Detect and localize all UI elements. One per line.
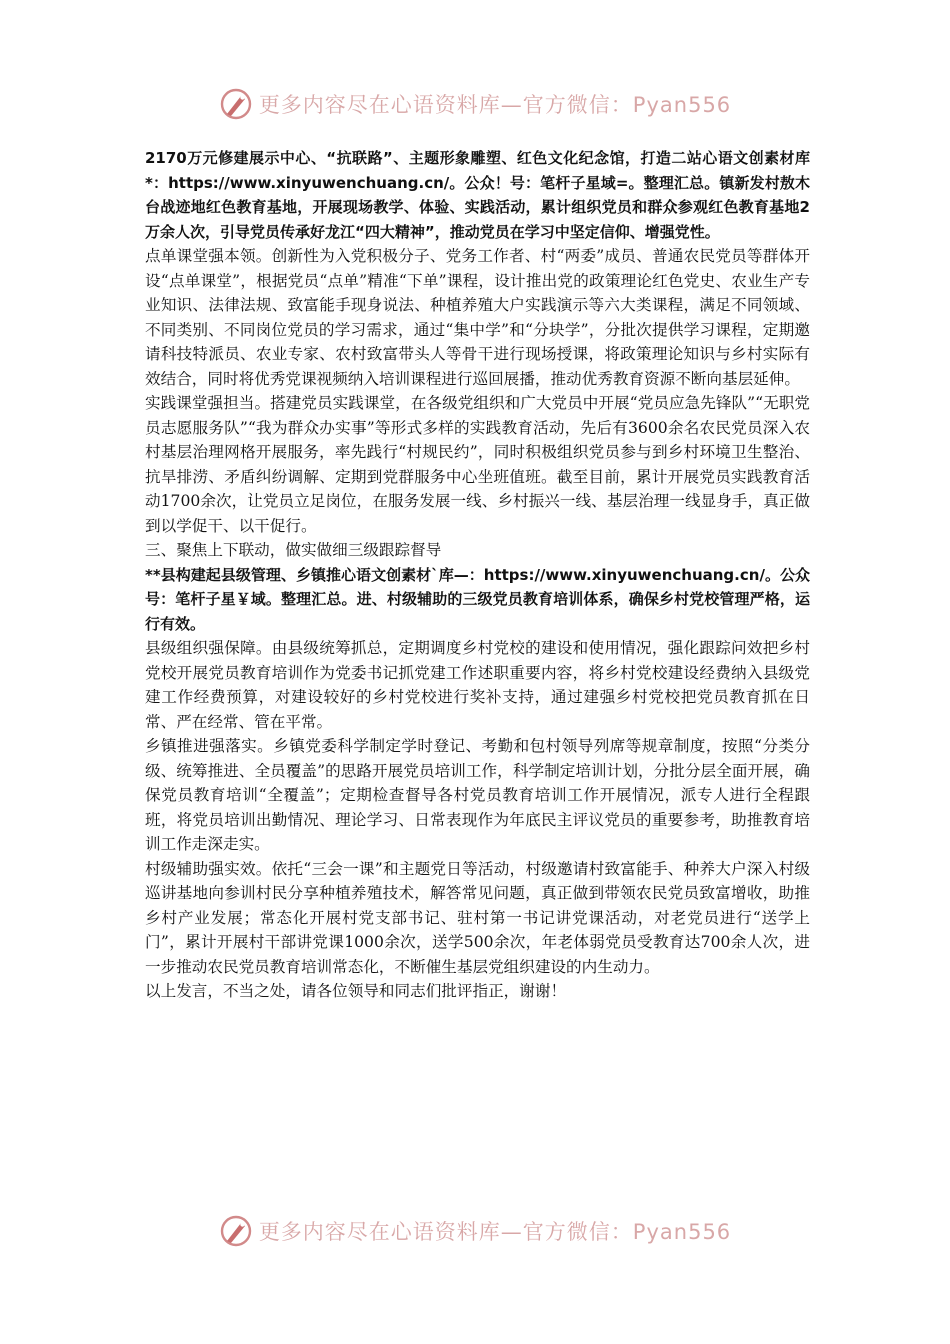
paragraph-practice-class: 实践课堂强担当。搭建党员实践课堂，在各级党组织和广大党员中开展“党员应急先锋队”“无职党员志愿服务队”“我为群众办实事”等形式多样的实践教育活动，先后有3600余名农民党员深入农村基层治理网格开展服务，率先践行“村规民约”，同时积极组织党员参与到乡村环境卫生整治、抗旱排涝、矛盾纠纷调解、定期到党群服务中心坐班值班。截至目前，累计开展党员实践教育活动1700余次，让党员立足岗位，在服务发展一线、乡村振兴一线、基层治理一线显身手，真正做到以学促干、以干促行。 (145, 394, 810, 535)
paragraph-town-level: 乡镇推进强落实。乡镇党委科学制定学时登记、考勤和包村领导列席等规章制度，按照“分类分级、统筹推进、全员覆盖”的思路开展党员培训工作，科学制定培训计划，分批分层全面开展，确保党员教育培训“全覆盖”；定期检查督导各村党员教育培训工作开展情况，派专人进行全程跟班，将党员培训出勤情况、理论学习、日常表现作为年底民主评议党员的重要参考，助推教育培训工作走深走实。 (145, 737, 810, 853)
pen-nib-circle-icon (219, 87, 253, 121)
watermark-text: 更多内容尽在心语资料库—官方微信：Pyan556 (258, 1220, 732, 1244)
paragraph-county-level: 县级组织强保障。由县级统筹抓总，定期调度乡村党校的建设和使用情况，强化跟踪问效把乡村党校开展党员教育培训作为党委书记抓党建工作述职重要内容，将乡村党校建设经费纳入县级党建工作经费预算，对建设较好的乡村党校进行奖补支持，通过建强乡村党校把党员教育抓在日常、严在经常、管在平常。 (145, 639, 810, 731)
paragraph-order-class: 点单课堂强本领。创新性为入党积极分子、党务工作者、村“两委”成员、普通农民党员等群体开设“点单课堂”，根据党员“点单”精准“下单”课程，设计推出党的政策理论红色党史、农业生产专业知识、法律法规、致富能手现身说法、种植养殖大户实践演示等六大类课程，满足不同领域、不同类别、不同岗位党员的学习需求，通过“集中学”和“分块学”，分批次提供学习课程，定期邀请科技特派员、农业专家、农村致富带头人等骨干进行现场授课，将政策理论知识与乡村实际有效结合，同时将优秀党课视频纳入培训课程进行巡回展播，推动优秀教育资源不断向基层延伸。 (145, 247, 810, 388)
pen-nib-circle-icon (219, 1214, 253, 1248)
section-heading-three: 三、聚焦上下联动，做实做细三级跟踪督导 (145, 541, 442, 559)
paragraph-three-level-system: **县构建起县级管理、乡镇推心语文创素材`库—：https://www.xinyuwenchuang.cn/。公众号：笔杆子星￥域。整理汇总。进、村级辅助的三级党员教育培训体系，确保乡村党校管理严格，运行有效。 (145, 565, 810, 633)
paragraph-village-level: 村级辅助强实效。依托“三会一课”和主题党日等活动，村级邀请村致富能手、种养大户深入村级巡讲基地向参训村民分享种植养殖技术，解答常见问题，真正做到带领农民党员致富增收，助推乡村产业发展；常态化开展村党支部书记、驻村第一书记讲党课活动，对老党员进行“送学上门”，累计开展村干部讲党课1000余次，送学500余次，年老体弱党员受教育达700余人次，进一步推动农民党员教育培训常态化，不断催生基层党组织建设的内生动力。 (145, 859, 810, 976)
paragraph-closing: 以上发言，不当之处，请各位领导和同志们批评指正，谢谢！ (145, 982, 567, 1000)
watermark-header (0, 84, 950, 124)
watermark-text: 更多内容尽在心语资料库—官方微信：Pyan556 (258, 93, 732, 117)
paragraph-red-base: 2170万元修建展示中心、“抗联路”、主题形象雕塑、红色文化纪念馆，打造二站心语文创素材库*：https://www.xinyuwenchuang.cn/。公众！号：笔杆子星域=。整理汇总。镇新发村敖木台战迹地红色教育基地，开展现场教学、体验、实践活动，累计组织党员和群众参观红色教育基地2万余人次，引导党员传承好龙江“四大精神”，推动党员在学习中坚定信仰、增强党性。 (145, 149, 810, 241)
document-body (145, 146, 810, 1004)
watermark-footer (0, 1211, 950, 1251)
